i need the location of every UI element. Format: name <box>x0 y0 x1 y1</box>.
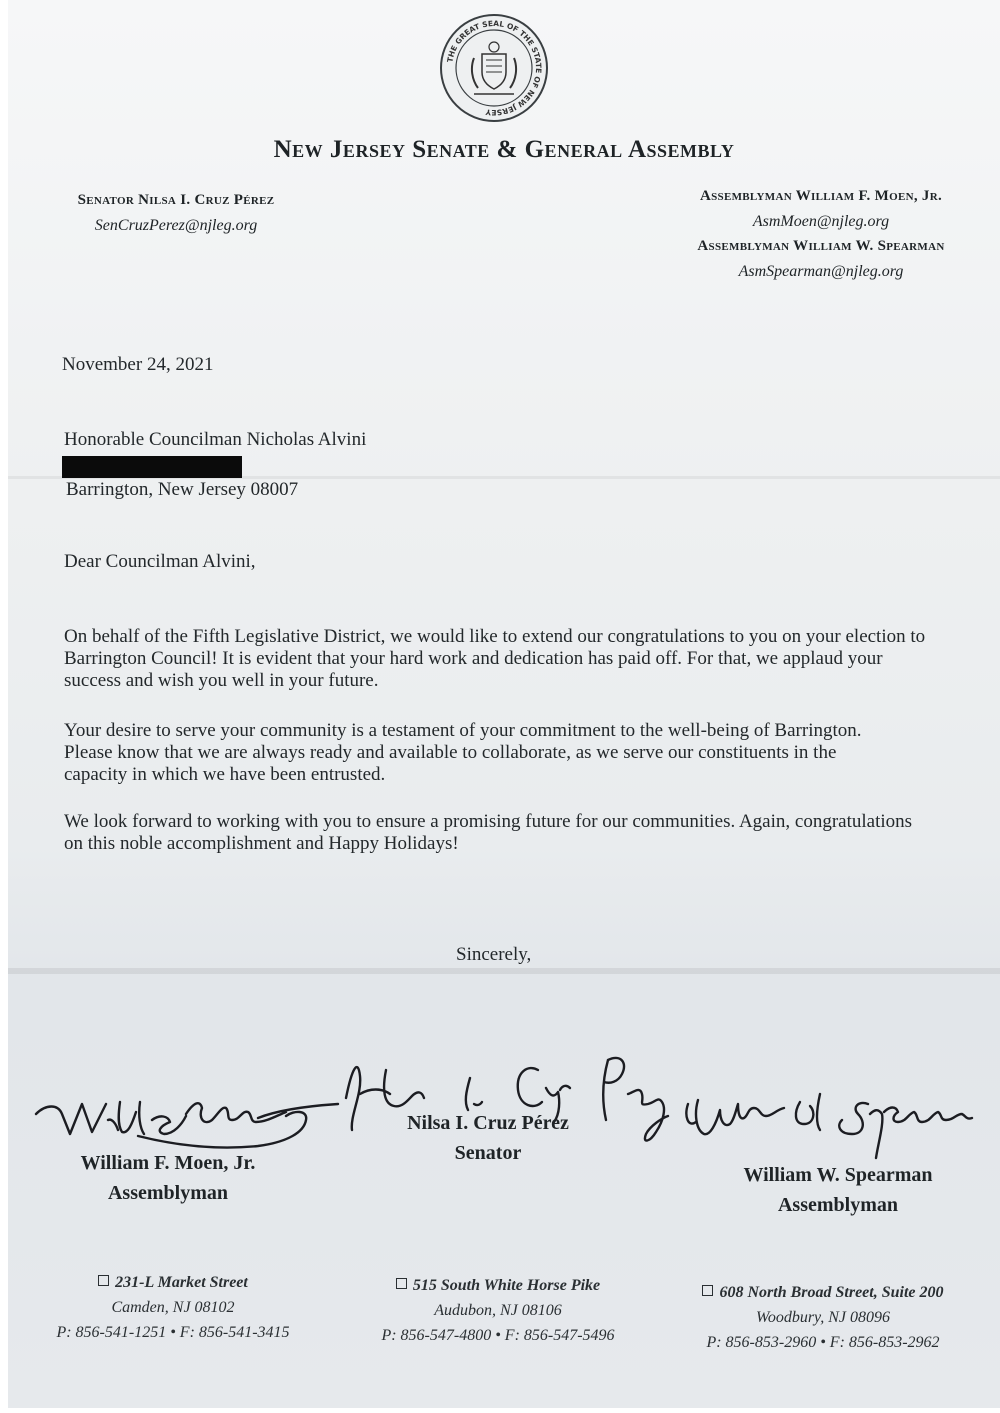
signature-block-moen <box>38 1148 298 1208</box>
paragraph-commitment: Your desire to serve your community is a testament of your commitment to the well-being of Barrington. Please know that we are always ready and available to collaborate, as we serve our constituents in the capacity in which we have been entrusted. <box>64 720 862 785</box>
assemblyman-moen-name: Assemblyman William F. Moen, Jr. <box>699 188 943 204</box>
spearman-name: William W. Spearman <box>743 1164 933 1186</box>
salutation: Dear Councilman Alvini, <box>64 551 256 572</box>
office-audubon <box>348 1273 648 1348</box>
letter-paper <box>8 0 1000 1408</box>
letter-date: November 24, 2021 <box>62 354 214 375</box>
audubon-street: 515 South White Horse Pike <box>412 1277 601 1294</box>
camden-street: 231-L Market Street <box>115 1274 248 1291</box>
recipient-name: Honorable Councilman Nicholas Alvini <box>64 429 367 450</box>
cruz-perez-name: Nilsa I. Cruz Pérez <box>407 1112 569 1134</box>
senator-header <box>52 188 300 238</box>
closing-sincerely: Sincerely, <box>456 944 532 965</box>
letterhead-title: New Jersey Senate & General Assembly <box>273 136 735 163</box>
camden-phones: P: 856-541-1251 • F: 856-541-3415 <box>56 1324 290 1341</box>
moen-title: Assemblyman <box>107 1182 228 1204</box>
woodbury-street: 608 North Broad Street, Suite 200 <box>719 1284 944 1301</box>
paper-fold <box>8 968 1000 974</box>
camden-city: Camden, NJ 08102 <box>111 1299 235 1316</box>
assemblyman-spearman-name: Assemblyman William W. Spearman <box>697 238 945 254</box>
audubon-city: Audubon, NJ 08106 <box>434 1302 562 1319</box>
audubon-phones: P: 856-547-4800 • F: 856-547-5496 <box>381 1327 615 1344</box>
senator-name: Senator Nilsa I. Cruz Pérez <box>77 192 275 208</box>
assemblyman-spearman-email: AsmSpearman@njleg.org <box>738 263 904 280</box>
office-camden <box>28 1270 318 1345</box>
paragraph-congratulations: On behalf of the Fifth Legislative District, we would like to extend our congratulations to you on your election to Barrington Council! It is evident that your hard work and dedication has paid off. For that, we applaud your success and wish you well in your future. <box>64 626 926 691</box>
signature-block-spearman <box>698 1160 978 1220</box>
woodbury-city: Woodbury, NJ 08096 <box>755 1309 891 1326</box>
paragraph-closing: We look forward to working with you to ensure a promising future for our communities. Again, congratulations on this noble accomplishment and Happy Holidays! <box>64 811 913 854</box>
svg-text:THE GREAT SEAL OF THE STATE OF: THE GREAT SEAL OF THE STATE OF NEW JERSEY <box>445 18 544 118</box>
checkbox-icon <box>396 1278 407 1289</box>
recipient-city: Barrington, New Jersey 08007 <box>66 479 299 500</box>
spearman-title: Assemblyman <box>777 1194 898 1216</box>
cruz-perez-title: Senator <box>454 1142 522 1164</box>
signature-block-cruz-perez <box>358 1108 618 1168</box>
woodbury-phones: P: 856-853-2960 • F: 856-853-2962 <box>706 1334 940 1351</box>
moen-name: William F. Moen, Jr. <box>80 1152 256 1174</box>
senator-email: SenCruzPerez@njleg.org <box>94 217 258 234</box>
redacted-address <box>62 456 242 478</box>
checkbox-icon <box>702 1285 713 1296</box>
office-woodbury <box>668 1280 978 1355</box>
assembly-header <box>656 184 986 284</box>
checkbox-icon <box>98 1275 109 1286</box>
state-seal-icon <box>438 12 550 124</box>
assemblyman-moen-email: AsmMoen@njleg.org <box>752 213 890 230</box>
